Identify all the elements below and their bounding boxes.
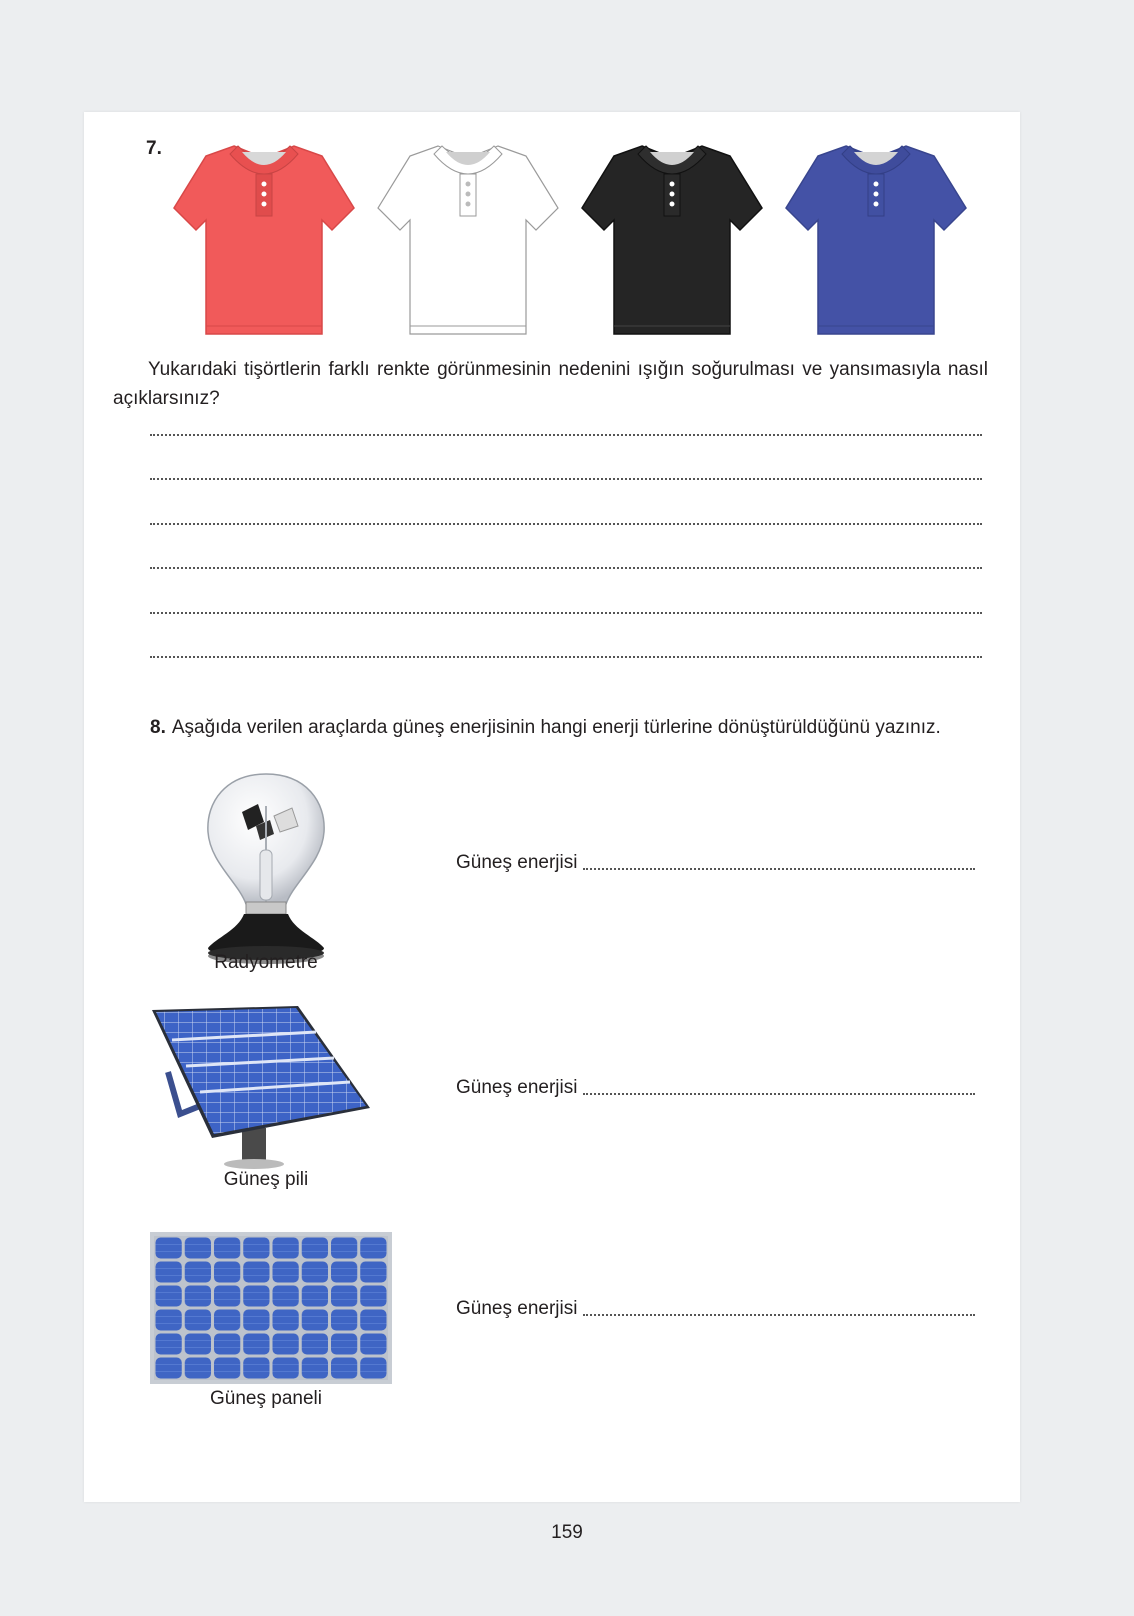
question-8-prompt xyxy=(150,717,941,739)
question-8-prompt-text: Aşağıda verilen araçlarda güneş enerjisinin hangi enerji türlerine dönüştürüldüğünü yazınız. xyxy=(171,717,941,738)
solar-cell-answer-line[interactable] xyxy=(583,1093,975,1095)
question-7-number: 7. xyxy=(146,138,162,159)
answer-line-4[interactable] xyxy=(150,567,982,569)
question-7-prompt-text: Yukarıdaki tişörtlerin farklı renkte görünmesinin nedenini ışığın soğurulması ve yansımasıyla nasıl açıklarsınız? xyxy=(113,359,988,409)
solar-panel-icon xyxy=(150,1232,392,1384)
red-polo-shirt-icon xyxy=(172,138,356,342)
page-number: 159 xyxy=(551,1522,583,1543)
blue-polo-shirt-icon xyxy=(784,138,968,342)
question-8-number: 8. xyxy=(150,717,166,738)
solar-panel-caption: Güneş paneli xyxy=(210,1388,322,1409)
answer-line-5[interactable] xyxy=(150,612,982,614)
solar-cell-answer[interactable] xyxy=(456,1077,975,1099)
radiometer-caption: Radyometre xyxy=(214,952,318,973)
answer-line-2[interactable] xyxy=(150,478,982,480)
answer-line-6[interactable] xyxy=(150,656,982,658)
solar-panel-answer[interactable] xyxy=(456,1298,975,1320)
radiometer-answer[interactable] xyxy=(456,852,975,874)
radiometer-icon xyxy=(198,770,334,970)
solar-cell-caption: Güneş pili xyxy=(223,1169,309,1190)
radiometer-answer-line[interactable] xyxy=(583,868,975,870)
solar-panel-answer-line[interactable] xyxy=(583,1314,975,1316)
solar-cell-icon xyxy=(150,1002,376,1172)
solar-cell-answer-label: Güneş enerjisi xyxy=(456,1077,578,1098)
black-polo-shirt-icon xyxy=(580,138,764,342)
answer-line-1[interactable] xyxy=(150,434,982,436)
worksheet-page xyxy=(84,112,1020,1502)
answer-line-3[interactable] xyxy=(150,523,982,525)
white-polo-shirt-icon xyxy=(376,138,560,342)
question-7-prompt xyxy=(113,355,988,413)
radiometer-answer-label: Güneş enerjisi xyxy=(456,852,578,873)
solar-panel-answer-label: Güneş enerjisi xyxy=(456,1298,578,1319)
